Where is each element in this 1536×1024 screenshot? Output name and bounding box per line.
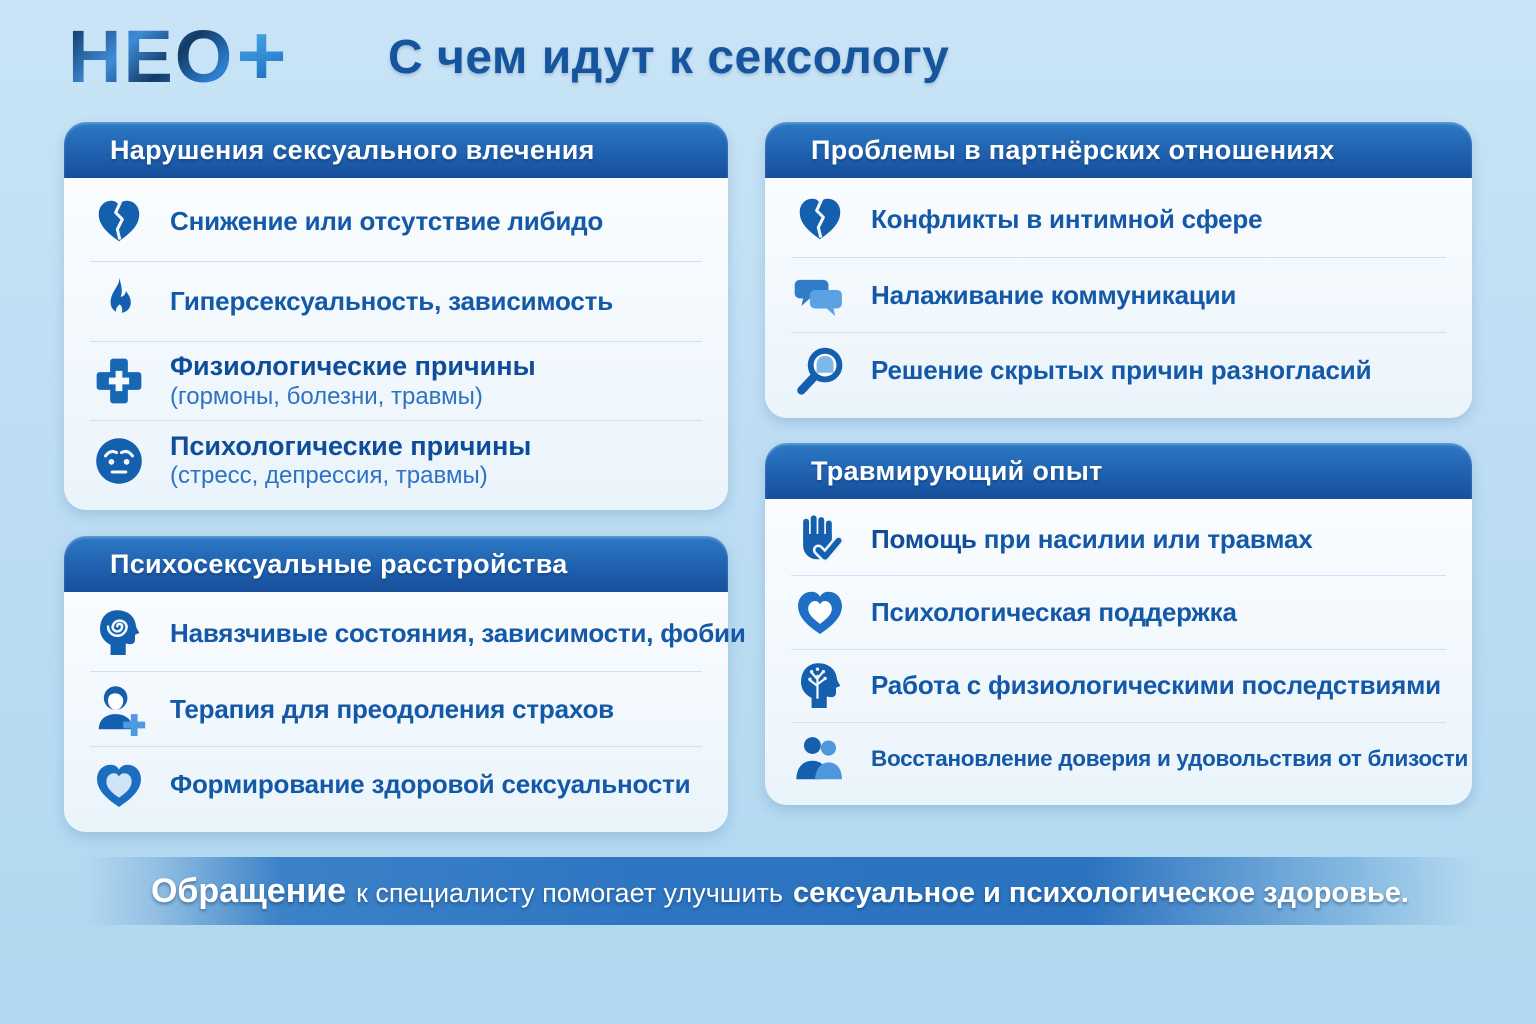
- flame-icon: [92, 274, 146, 328]
- card-header: Психосексуальные расстройства: [64, 536, 728, 592]
- list-item: [90, 261, 702, 341]
- footer-banner: [86, 857, 1474, 925]
- list-item: [791, 257, 1446, 333]
- card-body: [765, 499, 1472, 805]
- neo-plus-logo: [68, 8, 287, 104]
- heart-in-heart-icon: [92, 758, 146, 812]
- item-label: при насилии или травмах: [983, 523, 1313, 554]
- item-label: Навязчивые состояния, зависимости, фобии: [170, 617, 746, 648]
- broken-heart-icon: [793, 192, 847, 246]
- list-item: [791, 575, 1446, 648]
- item-subtitle: (гормоны, болезни, травмы): [170, 382, 483, 410]
- banner-emphasis: сексуальное и психологическое здоровье.: [792, 877, 1409, 909]
- list-item: [791, 649, 1446, 722]
- item-label: Снижение или отсутствие либидо: [170, 205, 604, 236]
- list-item: [90, 671, 702, 747]
- medical-cross-icon: [92, 354, 146, 408]
- list-item: [791, 722, 1468, 795]
- list-item: [90, 596, 746, 671]
- card-body: [64, 178, 728, 510]
- item-title: Физиологические причины: [170, 351, 536, 382]
- person-plus-icon: [92, 682, 146, 736]
- card-body: [64, 592, 746, 832]
- card-partner-problems: [765, 122, 1472, 418]
- item-label: Решение скрытых причин разногласий: [871, 355, 1372, 386]
- broken-heart-icon: [92, 194, 146, 248]
- item-label: Психологическая поддержка: [871, 596, 1237, 627]
- list-item: [90, 746, 702, 822]
- worried-face-icon: [92, 434, 146, 488]
- card-psychosexual-disorders: [64, 536, 746, 832]
- banner-middle: к специалисту помогает улучшить: [356, 878, 783, 908]
- item-label: Восстановление доверия и удовольствия от близости: [871, 745, 1468, 771]
- list-item: [791, 332, 1446, 408]
- card-traumatic-experience: [765, 443, 1472, 805]
- item-label: Формирование здоровой сексуальности: [170, 769, 691, 800]
- page-title: С чем идут к сексологу: [388, 31, 950, 84]
- logo-text: НЕО: [68, 14, 235, 98]
- logo-plus-icon: +: [236, 8, 287, 104]
- card-desire-disorders: [64, 122, 728, 510]
- list-item: [90, 341, 702, 421]
- item-label: Конфликты в интимной сфере: [871, 203, 1263, 234]
- head-tree-icon: [793, 659, 847, 713]
- list-item: [90, 182, 702, 261]
- card-body: [765, 178, 1472, 418]
- list-item: [791, 182, 1446, 257]
- item-label: Работа с физиологическими последствиями: [871, 670, 1441, 701]
- item-label: Терапия для преодоления страхов: [170, 693, 614, 724]
- item-subtitle: (стресс, депрессия, травмы): [170, 462, 488, 490]
- card-header: Проблемы в партнёрских отношениях: [765, 122, 1472, 178]
- head-spiral-icon: [92, 606, 146, 660]
- card-header: Нарушения сексуального влечения: [64, 122, 728, 178]
- hand-stop-check-icon: [793, 512, 847, 566]
- card-header: Травмирующий опыт: [765, 443, 1472, 499]
- list-item: [791, 503, 1446, 575]
- magnifier-head-icon: [793, 344, 847, 398]
- support-heart-icon: [793, 585, 847, 639]
- item-label: Гиперсексуальность, зависимость: [170, 285, 613, 316]
- chat-bubbles-icon: [793, 268, 847, 322]
- banner-lead: Обращение: [150, 872, 347, 910]
- item-label-lead: Помощь: [871, 523, 977, 554]
- item-title: Психологические причины: [170, 431, 532, 462]
- list-item: [90, 420, 702, 500]
- couple-icon: [793, 732, 847, 786]
- item-label: Налаживание коммуникации: [871, 279, 1237, 310]
